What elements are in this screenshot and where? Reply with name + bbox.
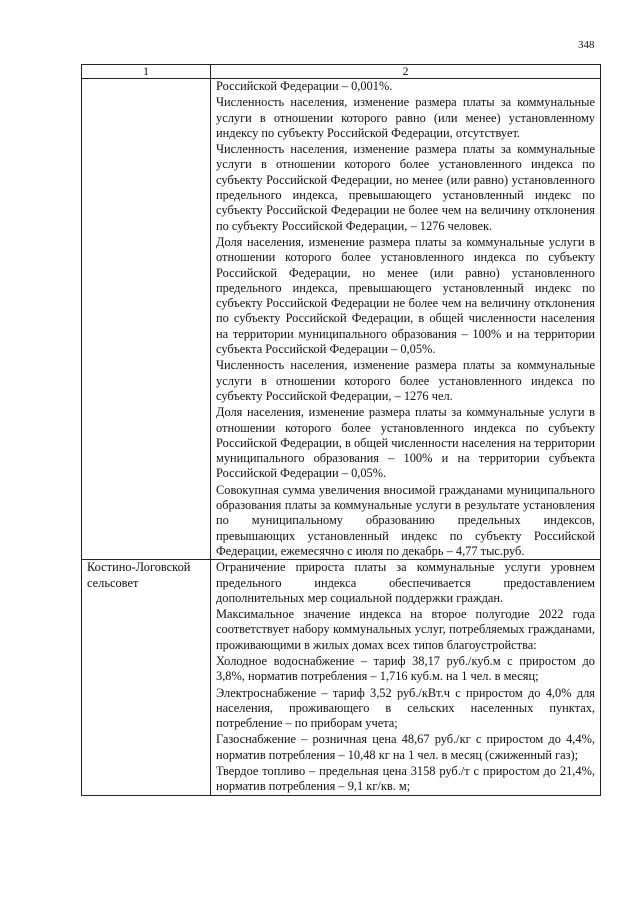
content-cell xyxy=(211,79,601,560)
table-row xyxy=(82,560,601,795)
paragraph: Численность населения, изменение размера платы за коммунальные услуги в отношении которого равно (или менее) установленному индексу по субъекту Российской Федерации, отсутствует. xyxy=(216,95,595,140)
paragraph: Максимальное значение индекса на второе полугодие 2022 года соответствует набору коммунальных услуг, потребляемых гражданами, проживающими в жилых домах всех типов благоустройства: xyxy=(216,607,595,652)
column-header-2: 2 xyxy=(211,65,601,79)
paragraph: Холодное водоснабжение – тариф 38,17 руб./куб.м с приростом до 3,8%, норматив потребления – 1,716 куб.м. на 1 чел. в месяц; xyxy=(216,653,595,684)
paragraph: Доля населения, изменение размера платы за коммунальные услуги в отношении которого более установленного индекса по субъекту Российской Федерации, в общей численности населения на территории муниципального образования – 100% и на территории субъекта Российской Федерации – 0,05%. xyxy=(216,405,595,481)
content-cell xyxy=(211,560,601,795)
paragraph: Ограничение прироста платы за коммунальные услуги уровнем предельного индекса обеспечивается предоставлением дополнительных мер социальной поддержки граждан. xyxy=(216,560,595,605)
column-header-1: 1 xyxy=(82,65,211,79)
table-row xyxy=(82,79,601,560)
document-table xyxy=(81,64,601,796)
municipality-cell xyxy=(82,79,211,560)
paragraph: Газоснабжение – розничная цена 48,67 руб./кг с приростом до 4,4%, норматив потребления – 10,48 кг на 1 чел. в месяц (сжиженный газ); xyxy=(216,732,595,762)
page-number: 348 xyxy=(578,39,595,51)
paragraph: Совокупная сумма увеличения вносимой гражданами муниципального образования платы за коммунальные услуги в результате установления по муниципальному образованию предельных индексов, превышающих установленный индекс по субъекту Российской Федерации, ежемесячно с июля по декабрь – 4,77 тыс.руб. xyxy=(216,482,595,558)
paragraph: Российской Федерации – 0,001%. xyxy=(216,79,393,93)
paragraph: Численность населения, изменение размера платы за коммунальные услуги в отношении которого более установленного индекса по субъекту Российской Федерации, но менее (или равно) установленного предельного индекса, превышающего установленный индекс по субъекту Российской Федерации не более чем на величину отклонения по субъекту Российской Федерации, – 1276 человек. xyxy=(216,142,595,233)
paragraph: Твердое топливо – предельная цена 3158 руб./т с приростом до 21,4%, норматив потребления – 9,1 кг/кв. м; xyxy=(216,764,595,794)
paragraph: Численность населения, изменение размера платы за коммунальные услуги в отношении которого более установленного индекса по субъекту Российской Федерации, – 1276 чел. xyxy=(216,358,595,403)
paragraph: Электроснабжение – тариф 3,52 руб./кВт.ч с приростом до 4,0% для населения, проживающего в сельских населенных пунктах, потребление – по приборам учета; xyxy=(216,685,595,731)
paragraph: Доля населения, изменение размера платы за коммунальные услуги в отношении которого более установленного индекса по субъекту Российской Федерации, но менее (или равно) установленного предельного индекса, превышающего установленный индекс по субъекту Российской Федерации не более чем на величину отклонения по субъекту Российской Федерации, в общей численности населения на территории муниципального образования – 100% и на территории субъекта Российской Федерации – 0,05%. xyxy=(216,234,595,357)
table-header-row xyxy=(82,65,601,79)
municipality-cell: Костино-Логовской сельсовет xyxy=(82,560,211,795)
